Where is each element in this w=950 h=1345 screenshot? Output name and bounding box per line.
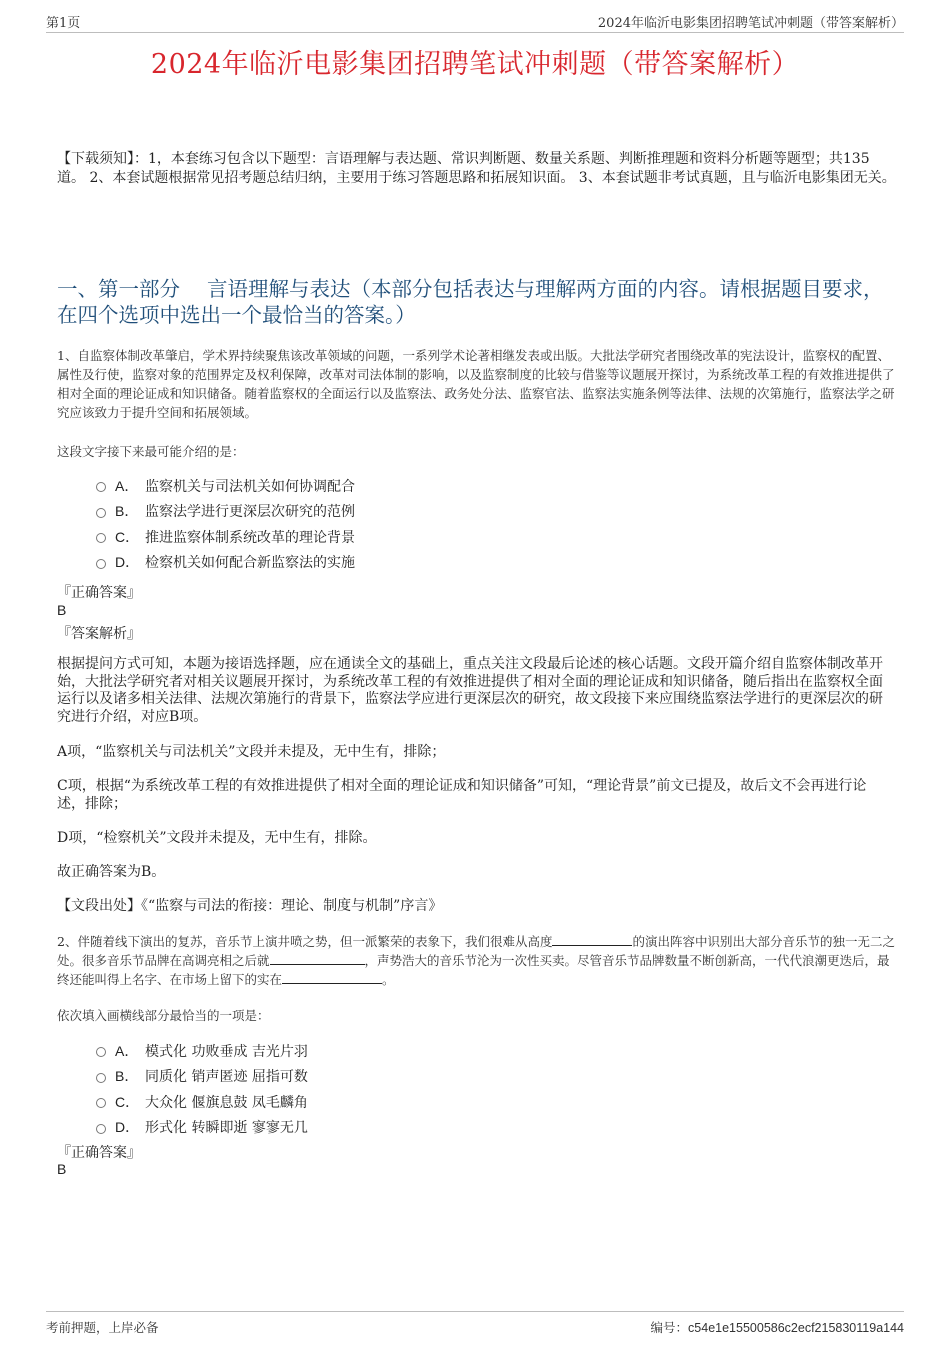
fill-blank [270, 952, 365, 965]
question-1-prompt: 这段文字接下来最可能介绍的是： [57, 444, 245, 459]
question-1-options [96, 473, 355, 575]
question-2-option-d[interactable]: D． 形式化 转瞬即逝 寥寥无几 [96, 1115, 308, 1141]
fill-blank [282, 971, 382, 984]
radio-icon[interactable] [96, 559, 106, 569]
question-1-option-d[interactable]: D． 检察机关如何配合新监察法的实施 [96, 550, 355, 576]
question-2-option-c[interactable]: C． 大众化 偃旗息鼓 凤毛麟角 [96, 1089, 308, 1115]
radio-icon[interactable] [96, 508, 106, 518]
question-2-options [96, 1038, 308, 1140]
question-1-analysis-a: A项，“监察机关与司法机关”文段并未提及，无中生有，排除； [57, 744, 446, 760]
question-2-prompt: 依次填入画横线部分最恰当的一项是： [57, 1008, 270, 1023]
question-1-option-b[interactable]: B． 监察法学进行更深层次研究的范例 [96, 499, 355, 525]
question-1-conclusion: 故正确答案为B。 [57, 864, 166, 880]
header-doc-title: 2024年临沂电影集团招聘笔试冲刺题（带答案解析） [597, 16, 904, 31]
radio-icon[interactable] [96, 482, 106, 492]
radio-icon[interactable] [96, 1124, 106, 1134]
question-1-option-a[interactable]: A． 监察机关与司法机关如何协调配合 [96, 473, 355, 499]
page-number: 第1页 [46, 16, 81, 31]
question-1-source: 【文段出处】《“监察与司法的衔接：理论、制度与机制”序言》 [57, 898, 443, 914]
question-1-text: 1、自监察体制改革肇启，学术界持续聚焦该改革领域的问题，一系列学术论著相继发表或出版。大批法学研究者围绕改革的宪法设计，监察权的配置、属性及行使，监察对象的范围界定及权利保障，改革对司法体制的影响，以及监察制度的比较与借鉴等议题展开探讨，为系统改革工程的有效推进提供了相对全面的理论证成和知识储备。随着监察权的全面运行以及监察法、政务处分法、监察官法、监察法实施条例等法律、法规的次第施行，监察法学之研究应该致力于提升空间和拓展领域。 [57, 348, 895, 420]
running-header [46, 12, 904, 33]
question-1-answer: B [57, 602, 67, 618]
radio-icon[interactable] [96, 1047, 106, 1057]
radio-icon[interactable] [96, 533, 106, 543]
page-title: 2024年临沂电影集团招聘笔试冲刺题（带答案解析） [150, 49, 800, 80]
radio-icon[interactable] [96, 1073, 106, 1083]
section-title: 一、第一部分 言语理解与表达（本部分包括表达与理解两方面的内容。请根据题目要求，在四个选项中选出一个最恰当的答案。） [57, 277, 884, 327]
running-footer [46, 1311, 904, 1336]
question-2-answer: B [57, 1161, 67, 1177]
footer-slogan: 考前押题，上岸必备 [46, 1320, 159, 1335]
radio-icon[interactable] [96, 1098, 106, 1108]
question-2-answer-label: 『正确答案』 [57, 1145, 141, 1161]
question-1-analysis-main: 根据提问方式可知，本题为接语选择题，应在通读全文的基础上，重点关注文段最后论述的核心话题。文段开篇介绍自监察体制改革开始，大批法学研究者对相关议题展开探讨，为系统改革工程的有效推进提供了相对全面的理论证成和知识储备，随后指出在监察权全面运行以及诸多相关法律、法规次第施行的背景下，监察法学应进行更深层次的研究，故文段接下来应围绕监察法学进行的更深层次的研究进行介绍，对应B项。 [57, 656, 883, 725]
question-1-analysis-label: 『答案解析』 [57, 626, 141, 642]
question-1-option-c[interactable]: C． 推进监察体制系统改革的理论背景 [96, 524, 355, 550]
question-2-option-a[interactable]: A． 模式化 功败垂成 吉光片羽 [96, 1038, 308, 1064]
question-1-answer-label: 『正确答案』 [57, 585, 141, 601]
question-2-text: 2、伴随着线下演出的复苏，音乐节上演井喷之势，但一派繁荣的表象下，我们很难从高度 的演出阵容中识别出大部分音乐节的独一无二之处。很多音乐节品牌在高调亮相之后就 ，声势浩大的音乐节沦为一次性买卖。尽管音乐节品牌数量不断创新高，一代代浪潮更迭后，最终还能叫得上名字、在市场上留下的实在 。 [57, 934, 895, 987]
download-notice: 【下载须知】：1，本套练习包含以下题型：言语理解与表达题、常识判断题、数量关系题、判断推理题和资料分析题等题型；共135道。 2、本套试题根据常见招考题总结归纳，主要用于练习答题思路和拓展知识面。 3、本套试题非考试真题，且与临沂电影集团无关。 [57, 151, 896, 186]
question-1-analysis-d: D项，“检察机关”文段并未提及，无中生有，排除。 [57, 830, 377, 846]
question-2-option-b[interactable]: B． 同质化 销声匿迹 屈指可数 [96, 1064, 308, 1090]
fill-blank [552, 933, 632, 946]
footer-code: 编号：c54e1e15500586c2ecf215830119a144 [650, 1320, 904, 1335]
question-1-analysis-c: C项，根据“为系统改革工程的有效推进提供了相对全面的理论证成和知识储备”可知，“理论背景”前文已提及，故后文不会再进行论述，排除； [57, 778, 867, 812]
